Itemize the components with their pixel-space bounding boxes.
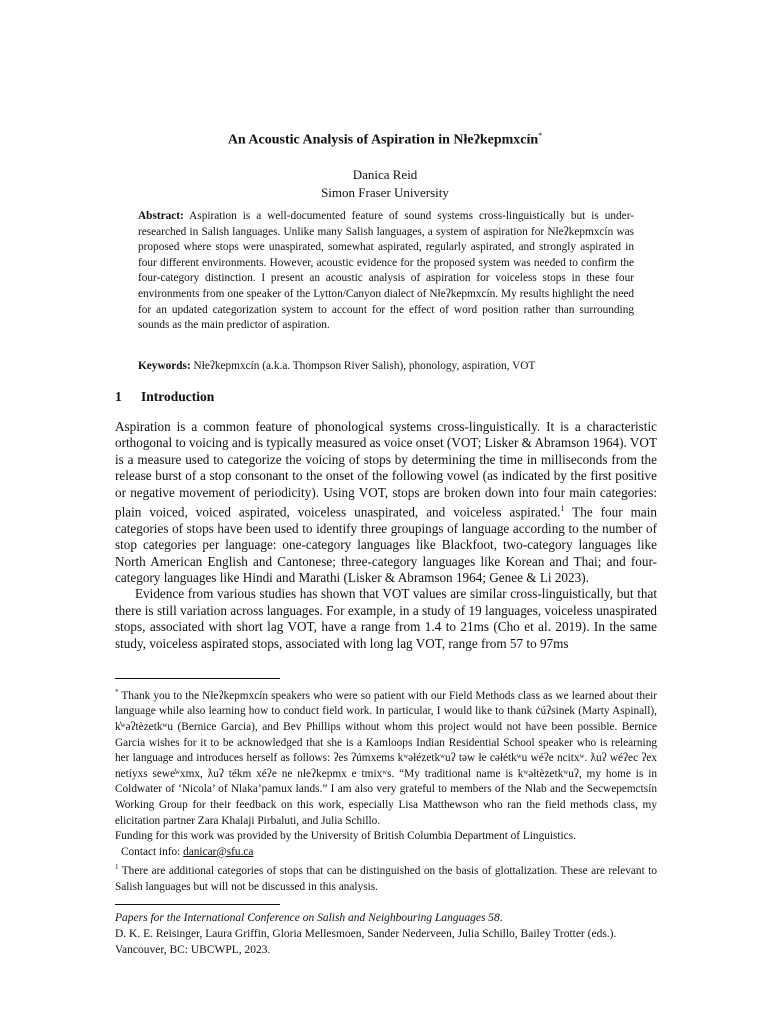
contact-email-link[interactable]: danicar@sfu.ca	[183, 845, 254, 858]
abstract	[138, 209, 634, 334]
title-footnote-marker[interactable]: *	[538, 131, 543, 140]
paper-title	[0, 131, 770, 149]
paragraph-1	[115, 419, 657, 586]
keywords-label: Keywords:	[138, 360, 191, 372]
keywords-text: Nłeʔkepmxcín (a.k.a. Thompson River Salish), phonology, aspiration, VOT	[193, 360, 536, 372]
footer-series-period: .	[499, 912, 503, 924]
footnote-star-text: Thank you to the Nłeʔkepmxcín speakers who were so patient with our Field Methods class as we learned about their language while also learning how to conduct field work. In particular, I would like to thank ċúʔsinek (Marty Aspinall), k̓ʷəʔtèzetkʷu (Bernice Garcia), and Bev Phillips without whom this project would not have been possible. Bernice Garcia wishes for it to be acknowledged that she is a Kamloops Indian Residential School speaker who is relearning her language and introduces herself as follows: ʔes ʔúmxems kʷəłézetkʷuʔ təw łe cəłétkʷu wéʔe ncitxʷ. ƛuʔ wéʔec ʔex netíyxs sewe̓ʷxmx, ƛuʔ tékm xéʔe ne nłeʔkepmx e tmixʷs. “My traditional name is kʷəłtèzetkʷuʔ, my home is in Coldwater of ‘Nicola’ of Nlaka’pamux lands.” I am also very grateful to members of the Nłab and the Secwepemctsín Working Group for their feedback on this work, especially Lisa Matthewson who ran the field methods class, my elicitation partner Zara Khalaji Pirbaluti, and Julia Schillo.	[115, 689, 657, 827]
section-heading	[115, 389, 214, 405]
footnote-star-marker: *	[115, 688, 119, 696]
paragraph-1-part-b: The four main categories of stops have been used to identify three groupings of language according to the number of stop categories per language: one-category languages like Blackfoot, two-category languages like North American English and Cantonese; three-category languages like Korean and Thai; and four-category languages like Hindi and Marathi (Lisker & Abramson 1964; Genee & Li 2023).	[115, 504, 657, 586]
section-title: Introduction	[141, 389, 215, 404]
footnote-1-marker: 1	[115, 863, 119, 872]
footnote-1-ref[interactable]: 1	[560, 504, 565, 514]
page-footer	[115, 910, 657, 958]
footer-series-title: Papers for the International Conference on Salish and Neighbouring Languages 58	[115, 912, 500, 924]
paragraph-2: Evidence from various studies has shown that VOT values are similar cross-linguistically, but that there is still variation across languages. For example, in a study of 19 languages, voiceless unaspirated stops, associated with short lag VOT, have a range from 1.4 to 21ms (Cho et al. 2019). In the same study, voiceless aspirated stops, associated with long lag VOT, range from 57 to 97ms	[115, 586, 657, 651]
footnote-star	[115, 685, 657, 829]
footnote-1-text: There are additional categories of stops that can be distinguished on the basis of glottalization. These are relevant to Salish languages but will not be discussed in this analysis.	[115, 865, 657, 893]
footnote-divider	[115, 678, 280, 679]
footnote-funding: Funding for this work was provided by the University of British Columbia Department of Linguistics.	[115, 830, 576, 843]
footer-editors: D. K. E. Reisinger, Laura Griffin, Gloria Mellesmoen, Sander Nederveen, Julia Schillo, Bailey Trotter (eds.). Vancouver, BC: UBCWPL, 2023.	[115, 928, 617, 956]
abstract-text: Aspiration is a well-documented feature of sound systems cross-linguistically but is under-researched in Salish languages. Unlike many Salish languages, a system of aspiration for Nłeʔkepmxcín was proposed where stops were unaspirated, somewhat aspirated, regularly aspirated, and strongly aspirated in four different environments. However, acoustic evidence for the proposed system was needed to confirm the four-category distinction. I present an acoustic analysis of aspiration for voiceless stops in these four environments from one speaker of the Lytton/Canyon dialect of Nłeʔkepmxcín. My results highlight the need for an updated categorization system to account for the effect of word position rather than surrounding sounds as the main predictor of aspiration.	[138, 210, 634, 332]
footnote-1	[115, 860, 657, 895]
title-text: An Acoustic Analysis of Aspiration in Nłeʔkepmxcín	[227, 132, 539, 148]
paragraph-1-part-a: Aspiration is a common feature of phonological systems cross-linguistically. It is a characteristic orthogonal to voicing and is typically measured as voice onset (VOT; Lisker & Abramson 1964). VOT is a measure used to categorize the voicing of stops by determining the time in milliseconds from the release burst of a stop consonant to the onset of the following vowel (as indicated by the first positive or negative movement of periodicity). Using VOT, stops are broken down into four main categories: plain voiced, voiced aspirated, voiceless unaspirated, and voiceless aspirated.	[115, 419, 657, 520]
author-name: Danica Reid	[352, 167, 418, 182]
footnotes	[115, 685, 657, 895]
footnote-contact	[115, 845, 657, 861]
author-affiliation: Simon Fraser University	[321, 185, 449, 200]
footer-divider	[115, 904, 280, 905]
keywords	[138, 359, 634, 374]
contact-label: Contact info:	[121, 845, 184, 858]
section-number: 1	[115, 389, 122, 404]
footer-series	[115, 910, 657, 926]
abstract-label: Abstract:	[138, 210, 184, 222]
body-text	[115, 419, 657, 652]
author-block	[0, 166, 770, 202]
